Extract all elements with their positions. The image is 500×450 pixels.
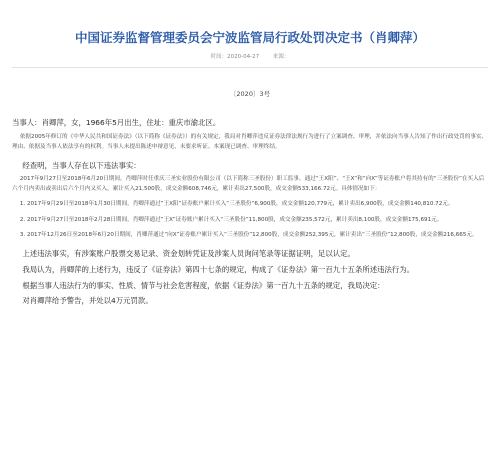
findings-detail: 2017年9月27日至2018年6月20日期间，肖卿萍时任重庆三圣实业股份有限公司（以下简称三圣股份）职工监事，通过“王X阳”、“王X”和“向X”等证券账户将其持有的“三圣股份”在买入后六个月内卖出或卖出后六个月内又买入，累计买入21,500股，成交金额608,746元，累计卖出27,500股，成交金额533,166.72元。具体情况如下：	[12, 176, 485, 192]
finding-item-3: 3. 2017年12月26日至2018年6月20日期间，肖卿萍通过“向X”证券账户累计买入“三圣股份”12,800股，成交金额252,395元，累计卖出“三圣股份”12,800股，成交金额216,665元。	[19, 232, 478, 238]
finding-item-1: 1. 2017年9月29日至2018年1月30日期间，肖卿萍通过“王X阳”证券账户累计买入“三圣股份”6,900股，成交金额120,779元，累计卖出6,900股，成交金额140,810.72元。	[19, 201, 454, 207]
source-label: 来源：	[272, 54, 290, 60]
publish-date: 时间：2020-04-27	[210, 54, 260, 60]
party-paragraph: 当事人：肖卿萍，女，1966年5月出生，住址：重庆市渝北区。	[12, 118, 221, 127]
decision-basis-paragraph: 根据当事人违法行为的事实、性质、情节与社会危害程度，依据《证券法》第一百九十五条的规定，我局决定：	[22, 280, 385, 290]
document-number: 〔2020〕3号	[229, 90, 271, 98]
penalty-paragraph: 对肖卿萍给予警告，并处以4万元罚款。	[22, 295, 153, 305]
title-divider	[12, 67, 488, 68]
findings-intro: 经查明，当事人存在以下违法事实：	[22, 161, 141, 170]
finding-item-2: 2. 2017年9月27日至2018年2月28日期间，肖卿萍通过“王X”证券账户累计买入“三圣股份”11,800股，成交金额235,572元，累计卖出8,100股，成交金额175,691元。	[19, 216, 443, 223]
basis-paragraph: 依据2005年修订的《中华人民共和国证券法》（以下简称《证券法》）的有关规定，我局对肖卿萍违反证券法律法规行为进行了立案调查、审理，并依法向当事人告知了作出行政处罚的事实、理由、依据及当事人依法享有的权利。当事人未提出陈述申辩意见，未要求听证。本案现已调查、审理终结。	[12, 134, 488, 150]
document-title: 中国证券监督管理委员会宁波监管局行政处罚决定书（肖卿萍）	[74, 30, 425, 45]
conclusion-paragraph: 我局认为，肖卿萍的上述行为，违反了《证券法》第四十七条的规定，构成了《证券法》第一百九十五条所述违法行为。	[22, 264, 415, 274]
document-meta	[12, 53, 488, 61]
evidence-paragraph: 上述违法事实，有涉案账户股票交易记录、资金划转凭证及涉案人员询问笔录等证据证明，足以认定。	[22, 248, 355, 258]
